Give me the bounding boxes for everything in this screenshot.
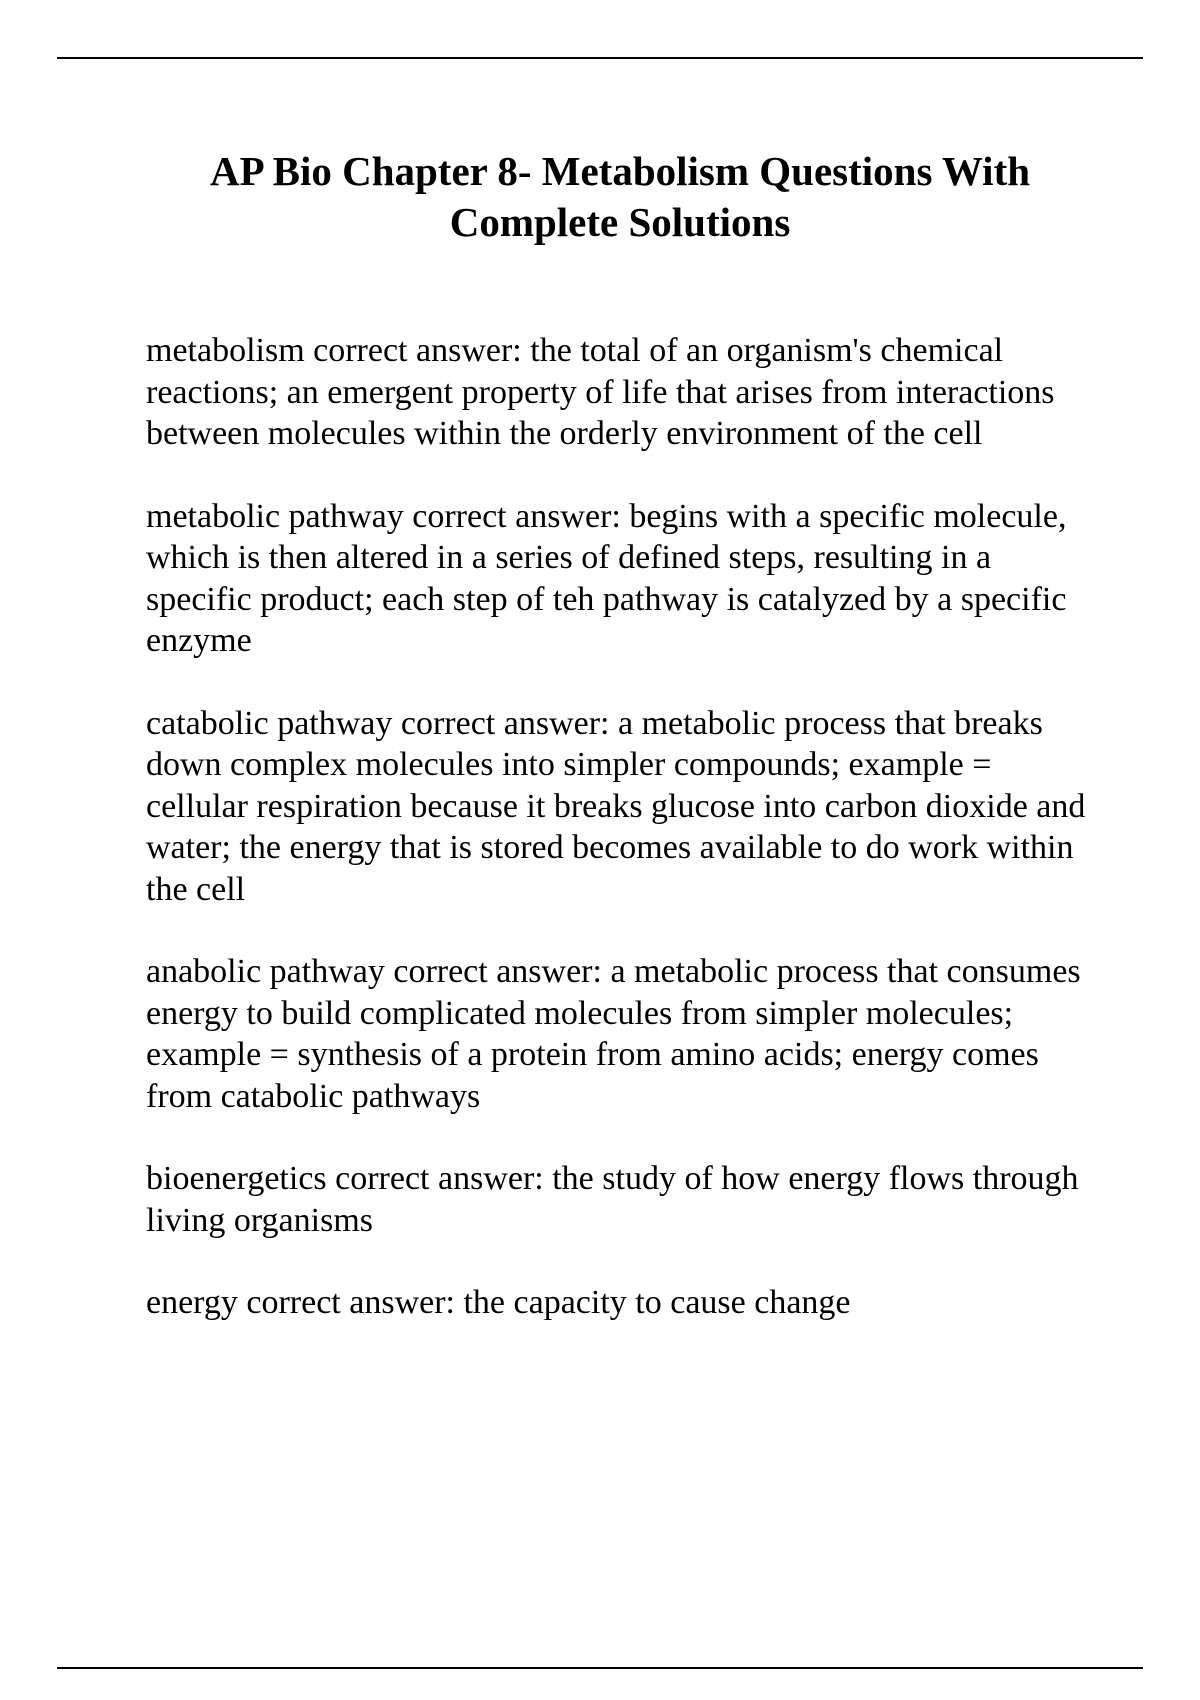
entry-bioenergetics: bioenergetics correct answer: the study of how energy flows through living organisms — [146, 1160, 1079, 1239]
entry-energy: energy correct answer: the capacity to cause change — [146, 1284, 851, 1321]
top-rule — [57, 57, 1143, 59]
document-title: AP Bio Chapter 8- Metabolism Questions With Complete Solutions — [209, 148, 1031, 245]
entry-metabolism: metabolism correct answer: the total of an organism's chemical reactions; an emergent property of life that arises from interactions between molecules within the orderly environment of the cell — [146, 332, 1055, 452]
entry-metabolic-pathway: metabolic pathway correct answer: begins with a specific molecule, which is then altered in a series of defined steps, resulting in a specific product; each step of teh pathway is catalyzed by a specific enzyme — [146, 497, 1067, 659]
document-body — [146, 330, 1086, 1324]
entry-catabolic-pathway: catabolic pathway correct answer: a metabolic process that breaks down complex molecules into simpler compounds; example = cellular respiration because it breaks glucose into carbon dioxide and water; the energy that is stored becomes available to do work within the cell — [146, 704, 1086, 908]
bottom-rule — [57, 1667, 1143, 1669]
entry-anabolic-pathway: anabolic pathway correct answer: a metabolic process that consumes energy to build complicated molecules from simpler molecules; example = synthesis of a protein from amino acids; energy comes from catabolic pathways — [146, 953, 1081, 1115]
